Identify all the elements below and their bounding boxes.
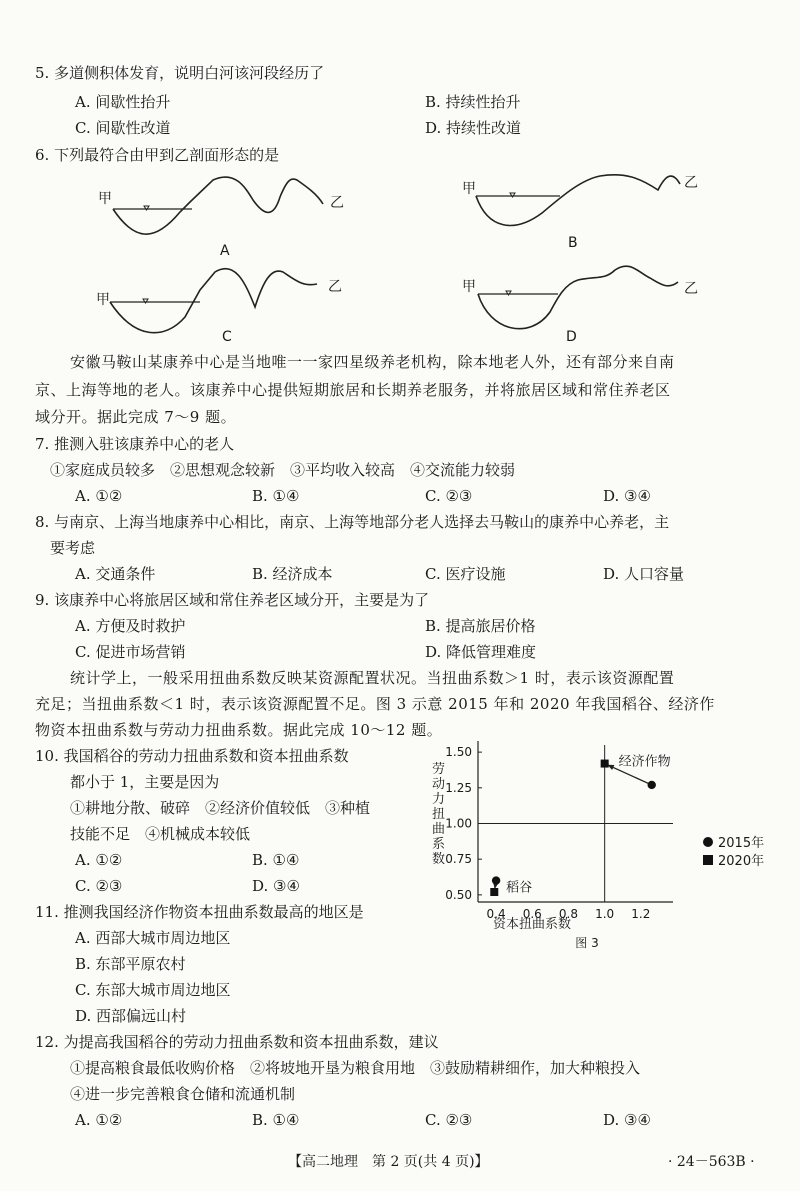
figure3-chart — [418, 735, 778, 960]
q8-stem-line1: 8. 与南京、上海当地康养中心相比，南京、上海等地部分老人选择去马鞍山的康养中心养老，主 — [35, 513, 670, 531]
q7-option-d: D. ③④ — [603, 487, 651, 505]
passage2-line1: 统计学上，一般采用扭曲系数反映某资源配置状况。当扭曲系数＞1 时，表示该资源配置 — [70, 669, 675, 687]
q5-option-d: D. 持续性改道 — [425, 119, 522, 137]
q5-option-a: A. 间歇性抬升 — [75, 93, 171, 111]
chart-series-label: 经济作物 — [618, 754, 671, 770]
chart-y-label-char: 劳 — [432, 762, 446, 777]
profile-c-letter: C — [222, 329, 232, 345]
q10-stem-line1: 10. 我国稻谷的劳动力扭曲系数和资本扭曲系数 — [35, 747, 349, 765]
chart-y-tick-label: 1.50 — [445, 745, 472, 760]
q12-option-a: A. ①② — [75, 1111, 123, 1129]
chart-point-2015 — [648, 781, 656, 789]
chart-point-2020 — [490, 888, 498, 896]
q9-option-b: B. 提高旅居价格 — [425, 617, 536, 635]
chart-y-tick-label: 0.75 — [445, 852, 472, 867]
q8-option-c: C. 医疗设施 — [425, 565, 506, 583]
passage1-line1: 安徽马鞍山某康养中心是当地唯一一家四星级养老机构，除本地老人外，还有部分来自南 — [70, 353, 675, 371]
q9-stem: 9. 该康养中心将旅居区域和常住养老区域分开，主要是为了 — [35, 591, 430, 609]
q11-option-b: B. 东部平原农村 — [75, 955, 186, 973]
chart-point-2020 — [601, 760, 609, 768]
chart-y-tick-label: 1.25 — [445, 780, 472, 795]
q5-stem: 5. 多道侧积体发育，说明白河该河段经历了 — [35, 64, 325, 82]
q6-stem: 6. 下列最符合由甲到乙剖面形态的是 — [35, 146, 280, 164]
passage1-line3: 域分开。据此完成 7～9 题。 — [35, 408, 237, 426]
chart-y-label-char: 数 — [432, 852, 446, 867]
chart-legend — [703, 835, 764, 869]
q12-option-d: D. ③④ — [603, 1111, 651, 1129]
footer-page-info: 【高二地理 第 2 页(共 4 页)】 — [288, 1154, 489, 1170]
profile-d-jia: 甲 — [462, 279, 476, 295]
passage2-line2: 充足；当扭曲系数＜1 时，表示该资源配置不足。图 3 示意 2015 年和 2020 年我国稻谷、经济作 — [35, 695, 715, 713]
chart-ticks — [445, 745, 650, 921]
chart-legend-2015: 2015年 — [718, 836, 765, 851]
profile-b-letter: B — [568, 235, 578, 251]
q7-stem: 7. 推测入驻该康养中心的老人 — [35, 435, 235, 453]
q12-option-b: B. ①④ — [252, 1111, 300, 1129]
q9-option-d: D. 降低管理难度 — [425, 643, 537, 661]
q11-stem: 11. 推测我国经济作物资本扭曲系数最高的地区是 — [35, 903, 364, 921]
q10-stem-line2: 都小于 1，主要是因为 — [70, 773, 220, 791]
q10-option-b: B. ①④ — [252, 851, 300, 869]
chart-series-label: 稻谷 — [506, 880, 533, 896]
chart-y-label-char: 曲 — [432, 822, 446, 837]
q11-option-d: D. 西部偏远山村 — [75, 1007, 187, 1025]
q11-option-c: C. 东部大城市周边地区 — [75, 981, 231, 999]
footer-code: · 24－563B · — [668, 1154, 755, 1170]
chart-y-label-char: 系 — [432, 837, 446, 852]
q7-option-b: B. ①④ — [252, 487, 300, 505]
chart-y-tick-label: 0.50 — [445, 887, 472, 902]
q12-items-line1: ①提高粮食最低收购价格 ②将坡地开垦为粮食用地 ③鼓励精耕细作，加大种粮投入 — [70, 1059, 641, 1077]
q12-stem: 12. 为提高我国稻谷的劳动力扭曲系数和资本扭曲系数，建议 — [35, 1033, 439, 1051]
q8-option-d: D. 人口容量 — [603, 565, 685, 583]
q11-option-a: A. 西部大城市周边地区 — [75, 929, 231, 947]
q10-items-line2: 技能不足 ④机械成本较低 — [70, 825, 251, 843]
profile-c-jia: 甲 — [96, 292, 110, 308]
q7-option-c: C. ②③ — [425, 487, 473, 505]
chart-x-tick-label: 0.4 — [486, 907, 506, 921]
q7-items: ①家庭成员较多 ②思想观念较新 ③平均收入较高 ④交流能力较弱 — [50, 461, 516, 479]
chart-x-label: 资本扭曲系数 — [492, 917, 572, 932]
chart-title: 图 3 — [575, 936, 599, 950]
chart-legend-2020: 2020年 — [718, 854, 765, 869]
profile-d-yi: 乙 — [684, 281, 698, 297]
profile-a-letter: A — [220, 243, 230, 259]
profile-d — [460, 262, 700, 345]
passage1-line2: 京、上海等地的老人。该康养中心提供短期旅居和长期养老服务，并将旅居区域和常住养老区 — [35, 381, 671, 399]
chart-x-tick-label: 0.8 — [558, 907, 579, 921]
profile-b — [460, 168, 700, 238]
q8-stem-line2: 要考虑 — [50, 539, 96, 557]
profile-c-yi: 乙 — [328, 279, 342, 295]
passage2-line3: 物资本扭曲系数与劳动力扭曲系数。据此完成 10～12 题。 — [35, 721, 443, 739]
q10-option-c: C. ②③ — [75, 877, 123, 895]
profile-b-yi: 乙 — [684, 175, 698, 191]
q10-option-d: D. ③④ — [252, 877, 300, 895]
q9-option-c: C. 促进市场营销 — [75, 643, 186, 661]
chart-x-tick-label: 1.0 — [595, 907, 615, 921]
chart-marks — [490, 754, 670, 896]
q9-option-a: A. 方便及时救护 — [75, 617, 186, 635]
chart-y-label — [432, 762, 445, 867]
q12-option-c: C. ②③ — [425, 1111, 473, 1129]
profile-d-curve — [478, 266, 678, 329]
chart-y-tick-label: 1.00 — [445, 816, 472, 831]
profile-b-jia: 甲 — [462, 181, 476, 197]
q10-items-line1: ①耕地分散、破碎 ②经济价值较低 ③种植 — [70, 799, 371, 817]
profile-a-jia: 甲 — [98, 191, 112, 207]
q5-option-c: C. 间歇性改道 — [75, 119, 171, 137]
q12-items-line2: ④进一步完善粮食仓储和流通机制 — [70, 1085, 296, 1103]
chart-legend-circle-icon — [703, 837, 713, 847]
chart-y-label-char: 扭 — [432, 807, 446, 822]
chart-y-label-char: 力 — [432, 792, 446, 807]
q7-option-a: A. ①② — [75, 487, 123, 505]
q5-option-b: B. 持续性抬升 — [425, 93, 521, 111]
q10-option-a: A. ①② — [75, 851, 123, 869]
chart-point-2015 — [492, 876, 500, 884]
q8-option-b: B. 经济成本 — [252, 565, 333, 583]
chart-x-tick-label: 1.2 — [631, 907, 651, 921]
chart-legend-square-icon — [703, 855, 713, 865]
chart-x-tick-label: 0.6 — [522, 907, 542, 921]
profile-b-curve — [476, 175, 680, 226]
profile-d-letter: D — [566, 329, 577, 345]
q8-option-a: A. 交通条件 — [75, 565, 156, 583]
profile-a-yi: 乙 — [330, 195, 344, 211]
profile-c-curve — [110, 269, 317, 333]
chart-y-label-char: 动 — [432, 777, 446, 792]
